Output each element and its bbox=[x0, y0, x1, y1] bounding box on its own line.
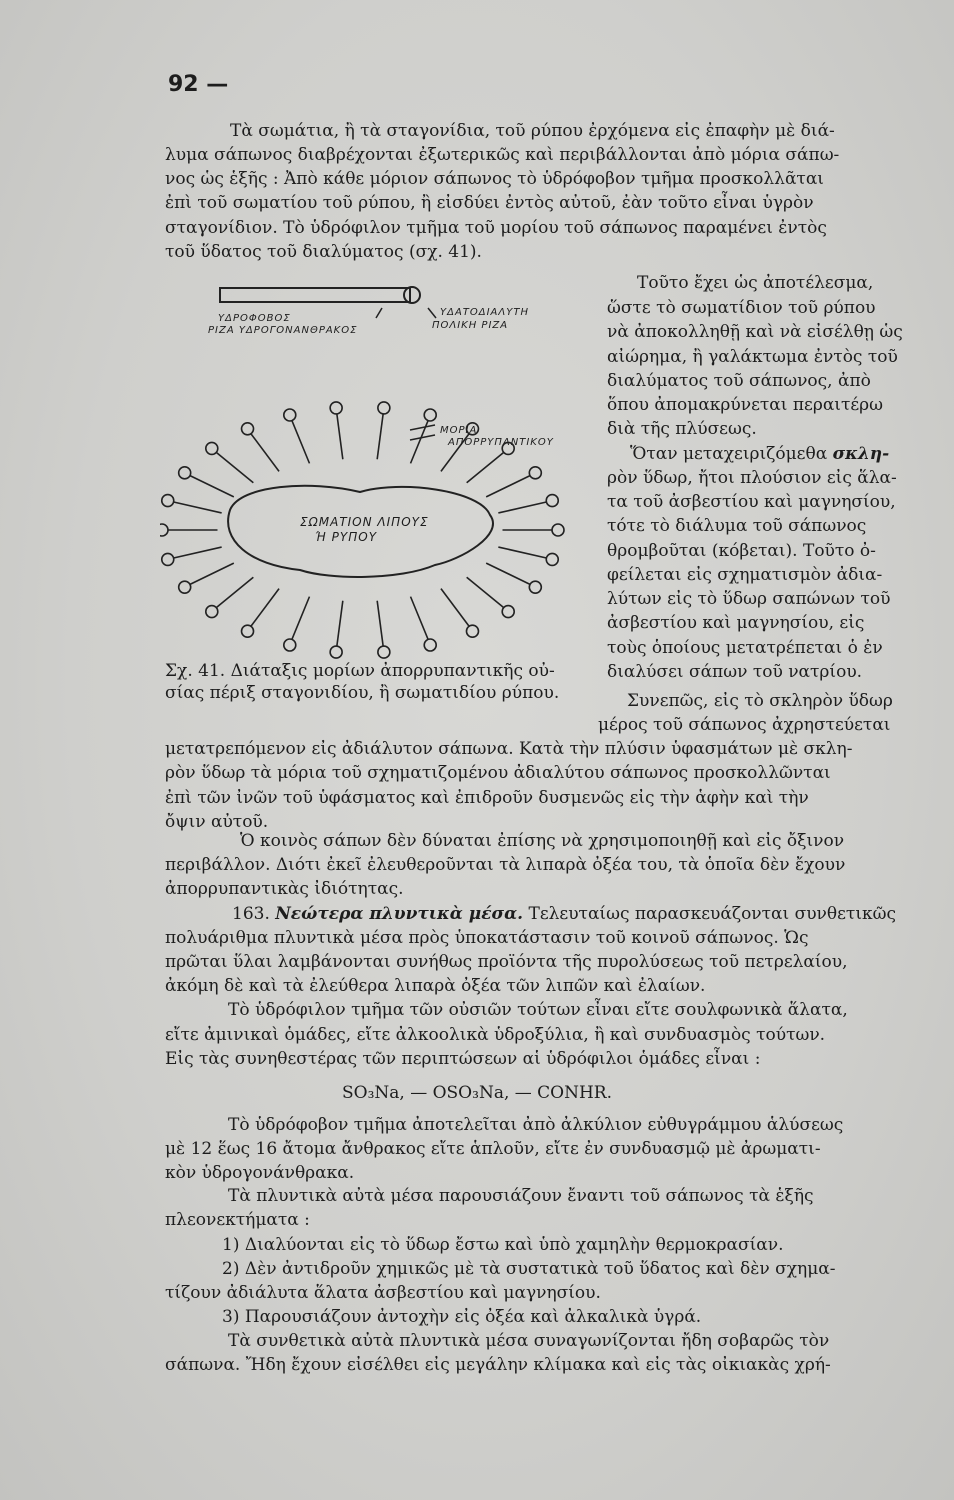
text-line: περιβάλλον. Διότι ἐκεῖ ἐλευθεροῦνται τὰ λιπαρὰ ὀξέα του, τὰ ὁποῖα δὲν ἔχουν bbox=[165, 855, 846, 875]
molecule-head bbox=[424, 639, 436, 651]
text-line: πλεονεκτήματα : bbox=[165, 1210, 310, 1230]
chemical-formula: SO₃Na, — OSO₃Na, — CONHR. bbox=[341, 1083, 613, 1103]
text-line: κὸν ὑδρογονάνθρακα. bbox=[165, 1163, 355, 1183]
molecule-head bbox=[284, 639, 296, 651]
molecule-tail bbox=[292, 597, 310, 640]
figure-label-polar-root: ΠΟΛΙΚΗ ΡΙΖΑ bbox=[432, 320, 509, 331]
molecule-head bbox=[502, 606, 514, 618]
molecule-head bbox=[529, 581, 541, 593]
text-line: σάπωνα. Ἤδη ἔχουν εἰσέλθει εἰς μεγάλην κλίμακα καὶ εἰς τὰς οἰκιακὰς χρή- bbox=[165, 1355, 831, 1375]
section-intro: Τελευταίως παρασκευάζονται συνθετικῶς bbox=[528, 904, 896, 924]
molecule-tail bbox=[411, 421, 429, 464]
right-column-line: Τοῦτο ἔχει ὡς ἀποτέλεσμα, bbox=[637, 273, 874, 293]
right-column-line: ἀσβεστίου καὶ μαγνησίου, εἰς bbox=[607, 613, 865, 633]
text-line: ὄψιν αὐτοῦ. bbox=[165, 812, 269, 832]
molecule-tail bbox=[467, 577, 504, 607]
molecule-tail bbox=[292, 421, 310, 464]
figure-soap-molecules bbox=[160, 280, 580, 660]
molecule-head bbox=[330, 646, 342, 658]
figure-label-hydrophilic: ΥΔΑΤΟΔΙΑΛΥΤΗ bbox=[440, 307, 529, 318]
right-column-line: ὥστε τὸ σωματίδιον τοῦ ρύπου bbox=[607, 298, 876, 318]
molecule-tail bbox=[174, 502, 222, 513]
molecule-tail bbox=[467, 452, 504, 482]
molecule-head bbox=[466, 625, 478, 637]
molecule-tail bbox=[216, 577, 253, 607]
molecule-head bbox=[162, 495, 174, 507]
figure-label-molecule: ΜΟΡΙΑ bbox=[440, 425, 478, 436]
molecule-tail bbox=[411, 597, 429, 640]
molecule-head bbox=[529, 467, 541, 479]
text-line: ἐπὶ τῶν ἰνῶν τοῦ ὑφάσματος καὶ ἐπιδροῦν δυσμενῶς εἰς τὴν ἁφὴν καὶ τὴν bbox=[165, 788, 809, 808]
section-heading-line bbox=[232, 903, 896, 925]
right-column-line: διαλύματος τοῦ σάπωνος, ἀπὸ bbox=[607, 371, 871, 391]
right-column-line: ὅπου ἀπομακρύνεται περαιτέρω bbox=[607, 395, 884, 415]
molecule-tail bbox=[377, 601, 383, 646]
molecule-head bbox=[162, 553, 174, 565]
molecule-tail bbox=[486, 563, 530, 584]
molecule-tail bbox=[441, 589, 469, 627]
figure-label-detergent: ΑΠΟΡΡΥΠΑΝΤΙΚΟΥ bbox=[448, 437, 554, 448]
right-column-line: θρομβοῦται (κόβεται). Τοῦτο ὀ- bbox=[607, 541, 876, 561]
right-column-line bbox=[630, 443, 889, 465]
figure-label-body-2: Ή ΡΥΠΟΥ bbox=[315, 530, 378, 544]
right-column-line: διαλύσει σάπων τοῦ νατρίου. bbox=[607, 662, 863, 682]
right-column-line: αἰώρημα, ἢ γαλάκτωμα ἐντὸς τοῦ bbox=[607, 347, 898, 367]
text-line: νος ὡς ἑξῆς : Ἀπὸ κάθε μόριον σάπωνος τὸ ὑδρόφοβον τμῆμα προσκολλᾶται bbox=[165, 169, 824, 189]
text-line: Τὰ σωμάτια, ἢ τὰ σταγονίδια, τοῦ ρύπου ἐρχόμενα εἰς ἐπαφὴν μὲ διά- bbox=[230, 121, 835, 141]
right-column-line: διὰ τῆς πλύσεως. bbox=[607, 419, 757, 439]
text-line: μὲ 12 ἕως 16 ἄτομα ἄνθρακος εἴτε ἁπλοῦν, εἴτε ἐν συνδυασμῷ μὲ ἀρωματι- bbox=[165, 1139, 821, 1159]
molecule-head bbox=[546, 553, 558, 565]
text-line: ρὸν ὕδωρ τὰ μόρια τοῦ σχηματιζομένου ἀδιαλύτου σάπωνος προσκολλῶνται bbox=[165, 763, 831, 783]
molecule-tail bbox=[486, 476, 530, 497]
text-line: λυμα σάπωνος διαβρέχονται ἐξωτερικῶς καὶ περιβάλλονται ἀπὸ μόρια σάπω- bbox=[165, 145, 840, 165]
figure-label-body: ΣΩΜΑΤΙΟΝ ΛΙΠΟΥΣ bbox=[300, 515, 429, 529]
text-line: Τὸ ὑδρόφοβον τμῆμα ἀποτελεῖται ἀπὸ ἀλκύλιον εὐθυγράμμου ἁλύσεως bbox=[228, 1115, 844, 1135]
right-column-line: τα τοῦ ἀσβεστίου καὶ μαγνησίου, bbox=[607, 492, 896, 512]
molecule-tail bbox=[337, 601, 343, 646]
figure-caption: Σχ. 41. Διάταξις μορίων ἀπορρυπαντικῆς οὐ- bbox=[165, 661, 555, 681]
page-number: 92 — bbox=[168, 72, 229, 97]
molecule-tail bbox=[251, 434, 279, 472]
molecule-head bbox=[552, 524, 564, 536]
text-line: εἴτε ἀμινικαὶ ὁμάδες, εἴτε ἀλκοολικὰ ὑδροξύλια, ἢ καὶ συνδυασμὸς τούτων. bbox=[165, 1025, 826, 1045]
right-column-line: φείλεται εἰς σχηματισμὸν ἀδια- bbox=[607, 565, 883, 585]
text-line: ἀπορρυπαντικὰς ἰδιότητας. bbox=[165, 879, 404, 899]
molecule-tail bbox=[251, 589, 279, 627]
figure-label-root: ΡΙΖΑ ΥΔΡΟΓΟΝΑΝΘΡΑΚΟΣ bbox=[208, 325, 358, 336]
molecule-head bbox=[378, 402, 390, 414]
molecule-head bbox=[242, 625, 254, 637]
text-line: σταγονίδιον. Τὸ ὑδρόφιλον τμῆμα τοῦ μορίου τοῦ σάπωνος παραμένει ἐντὸς bbox=[165, 218, 827, 238]
right-column-line: νὰ ἀποκολληθῇ καὶ νὰ εἰσέλθῃ ὡς bbox=[607, 322, 903, 342]
text-line: Ὁ κοινὸς σάπων δὲν δύναται ἐπίσης νὰ χρησιμοποιηθῇ καὶ εἰς ὄξινον bbox=[240, 831, 845, 851]
molecule-head bbox=[378, 646, 390, 658]
text-line: Τὰ πλυντικὰ αὐτὰ μέσα παρουσιάζουν ἔναντι τοῦ σάπωνος τὰ ἑξῆς bbox=[228, 1186, 814, 1206]
molecule-tail bbox=[337, 414, 343, 459]
molecule-head bbox=[179, 467, 191, 479]
list-item: 1) Διαλύονται εἰς τὸ ὕδωρ ἔστω καὶ ὑπὸ χαμηλὴν θερμοκρασίαν. bbox=[222, 1235, 784, 1255]
text-line: πρῶται ὕλαι λαμβάνονται συνήθως προϊόντα τῆς πυρολύσεως τοῦ πετρελαίου, bbox=[165, 952, 848, 972]
molecule-tail bbox=[216, 452, 253, 482]
section-title: Νεώτερα πλυντικὰ μέσα. bbox=[275, 904, 524, 924]
list-item: 3) Παρουσιάζουν ἀντοχὴν εἰς ὀξέα καὶ ἀλκαλικὰ ὑγρά. bbox=[222, 1307, 702, 1327]
hydrophobic-tail-shape bbox=[220, 288, 410, 302]
italic-term: σκλη- bbox=[832, 444, 890, 464]
right-column-text: Ὅταν μεταχειριζόμεθα bbox=[630, 444, 828, 464]
molecule-head bbox=[330, 402, 342, 414]
molecule-head bbox=[424, 409, 436, 421]
molecule-tail bbox=[190, 563, 234, 584]
text-line: πολυάριθμα πλυντικὰ μέσα πρὸς ὑποκατάστασιν τοῦ κοινοῦ σάπωνος. Ὡς bbox=[165, 928, 809, 948]
molecule-tail bbox=[174, 547, 222, 558]
molecule-tail bbox=[190, 476, 234, 497]
list-item-continuation: τίζουν ἀδιάλυτα ἅλατα ἀσβεστίου καὶ μαγνησίου. bbox=[165, 1283, 601, 1303]
figure-label-hydrophobic: ΥΔΡΟΦΟΒΟΣ bbox=[218, 313, 291, 324]
hydrophilic-head-shape bbox=[404, 287, 420, 303]
right-column-line: τοὺς ὁποίους μετατρέπεται ὁ ἐν bbox=[607, 638, 883, 658]
text-line: Συνεπῶς, εἰς τὸ σκληρὸν ὕδωρ bbox=[627, 691, 893, 711]
right-column-line: λύτων εἰς τὸ ὕδωρ σαπώνων τοῦ bbox=[607, 589, 891, 609]
text-line: μέρος τοῦ σάπωνος ἀχρηστεύεται bbox=[598, 715, 891, 735]
text-line: Τὸ ὑδρόφιλον τμῆμα τῶν οὐσιῶν τούτων εἶναι εἴτε σουλφωνικὰ ἅλατα, bbox=[228, 1000, 848, 1020]
right-column-line: τότε τὸ διάλυμα τοῦ σάπωνος bbox=[607, 516, 867, 536]
molecule-tail bbox=[498, 502, 546, 513]
figure-caption-2: σίας πέριξ σταγονιδίου, ἢ σωματιδίου ρύπου. bbox=[165, 683, 560, 703]
text-line: τοῦ ὕδατος τοῦ διαλύματος (σχ. 41). bbox=[165, 242, 482, 262]
list-item: 2) Δὲν ἀντιδροῦν χημικῶς μὲ τὰ συστατικὰ τοῦ ὕδατος καὶ δὲν σχημα- bbox=[222, 1259, 836, 1279]
section-number: 163. bbox=[232, 904, 270, 924]
molecule-tail bbox=[377, 414, 383, 459]
molecule-head bbox=[206, 442, 218, 454]
text-line: ἀκόμη δὲ καὶ τὰ ἐλεύθερα λιπαρὰ ὀξέα τῶν λιπῶν καὶ ἐλαίων. bbox=[165, 976, 706, 996]
text-line: Τὰ συνθετικὰ αὐτὰ πλυντικὰ μέσα συναγωνίζονται ἤδη σοβαρῶς τὸν bbox=[228, 1331, 830, 1351]
molecule-head bbox=[206, 606, 218, 618]
right-column-line: ρὸν ὕδωρ, ἤτοι πλούσιον εἰς ἅλα- bbox=[607, 468, 897, 488]
molecule-head bbox=[179, 581, 191, 593]
molecule-tail bbox=[498, 547, 546, 558]
text-line: ἐπὶ τοῦ σωματίου τοῦ ρύπου, ἢ εἰσδύει ἐντὸς αὐτοῦ, ἐὰν τοῦτο εἶναι ὑγρὸν bbox=[165, 193, 814, 213]
text-line: μετατρεπόμενον εἰς ἀδιάλυτον σάπωνα. Κατὰ τὴν πλύσιν ὑφασμάτων μὲ σκλη- bbox=[165, 739, 853, 759]
molecule-head bbox=[546, 495, 558, 507]
molecule-head bbox=[160, 524, 168, 536]
text-line: Εἰς τὰς συνηθεστέρας τῶν περιπτώσεων αἱ ὑδρόφιλοι ὁμάδες εἶναι : bbox=[165, 1049, 761, 1069]
molecule-head bbox=[242, 423, 254, 435]
molecule-head bbox=[284, 409, 296, 421]
